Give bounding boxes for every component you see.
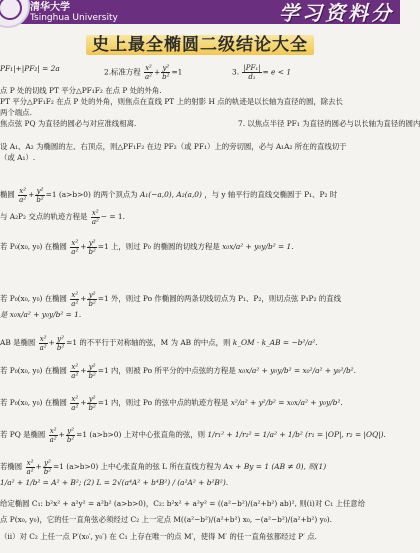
item-16: 若椭圆 $\frac{\text{x²}}{\text{a²}}$ + $\frac{\text{y²}}{\text{b²}}$ =1 (a>b>0) 上中心张直角的弦 L 所在直线方程为 Ax + By = 1 (AB ≠ 0), 则(1) 1/a² + 1/b² = A² + B²; (2) L = 2√(a⁴A² + b⁴B²) / (a²A² + b²B²). — [0, 458, 327, 487]
item-6-7 — [0, 119, 420, 128]
item-3-tail: = e < 1 — [262, 67, 292, 77]
item-5-text: PT 平分△PF₁F₂ 在点 P 处的外角，则焦点在直线 PT 上的射影 H 点的轨迹是以长轴为直径的圆，除去长 — [0, 97, 343, 106]
fraction: $\frac{\text{y²}}{\text{b²}}$ — [56, 334, 65, 352]
item-2: 2.标准方程 $\frac{\text{x²}}{\text{a²}}$ + $\frac{\text{y²}}{\text{b²}}$ =1 — [104, 64, 183, 81]
item-8-text: 设 A₁、A₂ 为椭圆的左、右顶点，则△PF₁F₂ 在边 PF₂（或 PF₁）上的旁切圆，必与 A₁A₂ 所在的直线切于 — [0, 142, 347, 151]
item-1-3 — [0, 64, 292, 81]
item-11: 若 P₀(x₀, y₀) 在椭圆 $\frac{\text{x²}}{\text{a²}}$ + $\frac{\text{y²}}{\text{b²}}$ =1 外，则过 Po 作椭圆的两条切线切点为 P₁、P₂，则切点弦 P₁P₂ 的直线 是 x₀x/a² + y₀y/b² = 1. — [0, 290, 342, 319]
item-17-cont: （ii）对 C₂ 上任一点 P′(x₀′, y₀′) 在 C₁ 上存在唯一的点 M′，使得 M′ 的任一直角弦都经过 P′ 点. — [0, 532, 317, 541]
fraction: $\frac{\text{y²}}{\text{b²}}$ — [88, 394, 96, 412]
item-15: 若 PQ 是椭圆 $\frac{\text{x²}}{\text{a²}}$ + $\frac{\text{y²}}{\text{b²}}$ =1 (a>b>0) 上对中心张直角的弦，则 1/r₁² + 1/r₂² = 1/a² + 1/b² (r₁ = |OP|, r₂ = |OQ|). — [0, 426, 386, 444]
fraction: $\frac{\text{x²}}{\text{a²}}$ — [26, 458, 34, 476]
fraction: $\frac{\text{x²}}{\text{a²}}$ — [49, 426, 57, 444]
page-title — [0, 30, 400, 55]
item-3 — [232, 64, 291, 81]
fraction: $\frac{\text{x²}}{\text{a²}}$ — [39, 334, 47, 352]
item-1-text: PF₁|+|PF₂| = 2a — [0, 64, 60, 73]
item-13: 若 P₀(x₀, y₀) 在椭圆 $\frac{\text{x²}}{\text{a²}}$ + $\frac{\text{y²}}{\text{b²}}$ =1 内，则被 Po 所平分的中点弦的方程是 x₀x/a² + y₀y/b² = x₀²/a² + y₀²/b². — [0, 362, 356, 380]
item-17: 给定椭圆 C₁: b²x² + a²y² = a²b² (a>b>0)，C₂: b²x² + a²y² = ((a²−b²)/(a²+b²) ab)², 则(i)对 C₁ 上任意给 点 P(x₀, y₀)，它的任一直角弦必须经过 C₂ 上一定点 M((a²−b²)/(a²+b²) x₀, −(a²−b²)/(a²+b²) y₀). — [0, 499, 366, 524]
university-name-en: Tsinghua University — [30, 13, 118, 23]
item-7-text: 7. 以焦点半径 PF₁ 为直径的圆必与以长轴为直径的圆内 — [238, 119, 420, 128]
fraction: $\frac{\text{x²}}{\text{a²}}$ — [71, 238, 79, 256]
item-2-label: 2.标准方程 — [104, 67, 141, 77]
item-5-text-cont: 两个端点. — [0, 108, 32, 117]
fraction: $\frac{\text{y²}}{\text{b²}}$ — [88, 290, 96, 308]
fraction: $\frac{\text{y²}}{\text{b²}}$ — [162, 64, 170, 81]
university-seal-icon — [0, 0, 30, 28]
fraction: $\frac{\text{y²}}{\text{b²}}$ — [66, 426, 75, 444]
item-2-tail: =1 — [171, 67, 183, 77]
document-body — [0, 60, 420, 553]
university-name-cn: 清华大学 — [30, 2, 70, 13]
banner-text: 学习资料分 — [279, 1, 394, 25]
fraction: $\frac{\text{x²}}{\text{a²}}$ — [71, 362, 79, 380]
item-4-text: 点 P 处的切线 PT 平分△PF₁F₂ 在点 P 处的外角. — [0, 86, 162, 95]
item-14: 若 P₀(x₀, y₀) 在椭圆 $\frac{\text{x²}}{\text{a²}}$ + $\frac{\text{y²}}{\text{b²}}$ =1 内，则过 Po 的弦中点的轨迹方程是 x²/a² + y²/b² = x₀x/a² + y₀y/b². — [0, 394, 343, 412]
item-8-text-cont: （或 A₁）. — [0, 153, 36, 162]
fraction: $\frac{\text{x²}}{\text{a²}}$ — [144, 64, 152, 81]
item-6-text: 焦点弦 PQ 为直径的圆必与对应准线相离. — [0, 119, 137, 128]
item-12: AB 是椭圆 $\frac{\text{x²}}{\text{a²}}$ + $\frac{\text{y²}}{\text{b²}}$ =1 的不平行于对称轴的弦，M 为 AB 的中点，则 k_OM · k_AB = −b²/a². — [0, 334, 318, 352]
fraction: $\frac{\text{x²}}{\text{a²}}$ — [71, 290, 79, 308]
item-3-label: 3. — [232, 67, 240, 77]
fraction: $\frac{\text{y²}}{\text{b²}}$ — [36, 186, 44, 204]
fraction: $\frac{\text{|PF₁|}}{\text{d₁}}$ — [243, 64, 261, 81]
fraction: $\frac{\text{y²}}{\text{b²}}$ — [88, 238, 96, 256]
fraction: $\frac{\text{x²}}{\text{a²}}$ — [91, 208, 99, 226]
item-10: 若 P₀(x₀, y₀) 在椭圆 $\frac{\text{x²}}{\text{a²}}$ + $\frac{\text{y²}}{\text{b²}}$ =1 上，则过 P₀ 的椭圆的切线方程是 x₀x/a² + y₀y/b² = 1. — [0, 238, 294, 256]
fraction: $\frac{\text{y²}}{\text{b²}}$ — [88, 362, 96, 380]
university-name — [30, 2, 118, 24]
page-title-text: 史上最全椭圆二级结论大全 — [86, 35, 314, 55]
item-9: 椭圆 $\frac{\text{x²}}{\text{a²}}$ + $\frac{\text{y²}}{\text{b²}}$ =1 (a>b>0) 的两个顶点为 A₁(−a,0), A₂(a,0) ，与 y 轴平行的直线交椭圆于 P₁、P₂ 时 与 A₂P₂ 交点的轨迹方程是 $\frac{\text{x²}}{\text{a²}}$ − = 1. — [0, 186, 338, 226]
fraction: $\frac{\text{x²}}{\text{a²}}$ — [71, 394, 79, 412]
fraction: $\frac{\text{y²}}{\text{b²}}$ — [43, 458, 52, 476]
fraction: $\frac{\text{x²}}{\text{a²}}$ — [19, 186, 27, 204]
header-bar — [0, 0, 400, 24]
